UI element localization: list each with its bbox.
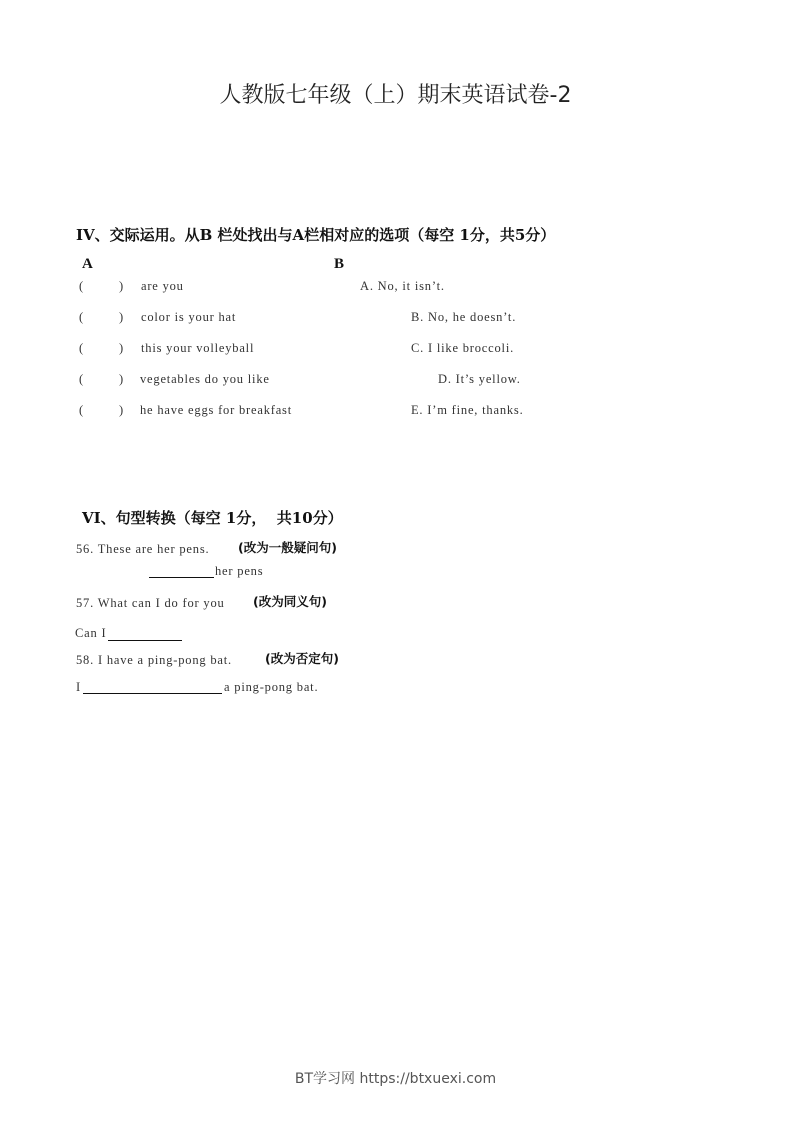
paren-close: ) — [119, 310, 124, 324]
question-58: 58. I have a ping-pong bat. — [76, 653, 232, 667]
answer-58-suffix: a ping-pong bat. — [224, 680, 319, 694]
paren-open: ( — [79, 403, 84, 417]
answer-blank[interactable] — [83, 693, 222, 694]
column-b-label: B — [334, 256, 345, 272]
answer-blank[interactable] — [149, 577, 214, 578]
question-56-instruction: (改为一般疑问句) — [238, 540, 337, 555]
question-57: 57. What can I do for you — [76, 596, 225, 610]
answer-56-suffix: her pens — [215, 564, 264, 578]
question-56: 56. These are her pens. — [76, 542, 210, 556]
question-57-instruction: (改为同义句) — [253, 594, 327, 609]
answer-58-prefix: I — [76, 680, 81, 694]
answer-blank[interactable] — [108, 640, 182, 641]
paren-open: ( — [79, 372, 84, 386]
paren-open: ( — [79, 279, 84, 293]
question-text: vegetables do you like — [140, 372, 270, 386]
section-4-heading: IV、交际运用。从B 栏处找出与A栏相对应的选项（每空 1分，共5分） — [76, 226, 556, 244]
answer-option: B. No, he doesn’t. — [411, 310, 517, 324]
answer-option: E. I’m fine, thanks. — [411, 403, 524, 417]
footer-watermark: BT学习网 https://btxuexi.com — [294, 1071, 497, 1087]
answer-option: C. I like broccoli. — [411, 341, 515, 355]
paren-open: ( — [79, 341, 84, 355]
answer-option: A. No, it isn’t. — [360, 279, 445, 293]
answer-option: D. It’s yellow. — [438, 372, 521, 386]
question-text: color is your hat — [141, 310, 237, 324]
paren-open: ( — [79, 310, 84, 324]
question-text: are you — [141, 279, 184, 293]
section-6-heading: VI、句型转换（每空 1分， 共10分） — [82, 509, 343, 527]
question-text: he have eggs for breakfast — [140, 403, 292, 417]
question-text: this your volleyball — [141, 341, 255, 355]
page-title: 人教版七年级（上）期末英语试卷-2 — [219, 83, 572, 108]
paren-close: ) — [119, 403, 124, 417]
paren-close: ) — [119, 372, 124, 386]
paren-close: ) — [119, 279, 124, 293]
paren-close: ) — [119, 341, 124, 355]
column-a-label: A — [82, 256, 93, 272]
answer-57-prefix: Can I — [75, 626, 107, 640]
question-58-instruction: (改为否定句) — [265, 651, 339, 666]
